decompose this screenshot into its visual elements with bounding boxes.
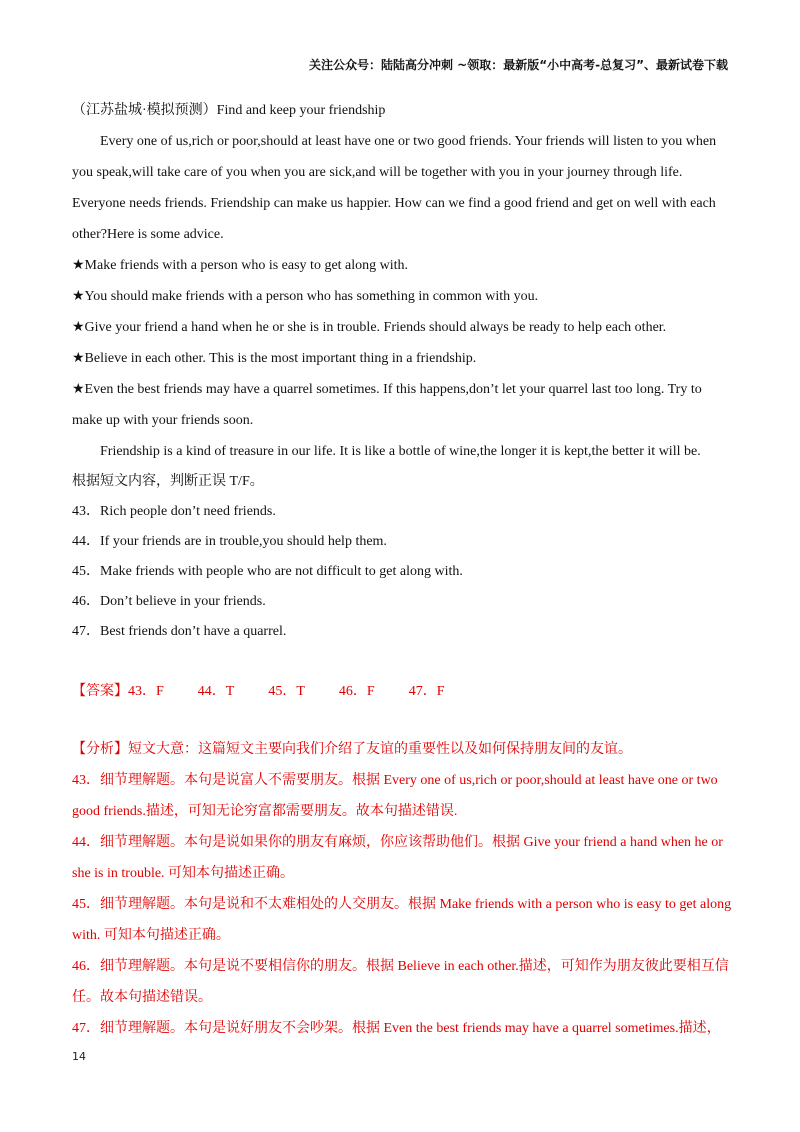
page-header: 关注公众号：陆陆高分冲刺 ~领取：最新版“小中高考-总复习”、最新试卷下载 [309,58,728,72]
question-item: 43．Rich people don’t need friends. [72,504,276,519]
answer-item: 44．T [197,684,235,699]
analysis-summary: 【分析】短文大意：这篇短文主要向我们介绍了友谊的重要性以及如何保持朋友间的友谊。 [72,742,632,757]
passage-source-title: （江苏盐城·模拟预测）Find and keep your friendship [72,103,386,118]
passage-paragraph: Every one of us,rich or poor,should at least have one or two good friends. Your friends will listen to you when you speak,will take care of you when you are sick,and will be together with you in your journey through life. Everyone needs friends. Friendship can make us happier. How can we find a good friend and get on well with each other?Here is some advice. [72,134,717,242]
tip-item: ★Give your friend a hand when he or she is in trouble. Friends should always be ready to help each other. [72,320,667,335]
tip-item: ★Believe in each other. This is the most important thing in a friendship. [72,351,477,366]
tip-item: ★You should make friends with a person who has something in common with you. [72,289,539,304]
question-item: 45．Make friends with people who are not difficult to get along with. [72,564,463,579]
analysis-item: 44．细节理解题。本句是说如果你的朋友有麻烦，你应该帮助他们。根据 Give your friend a hand when he or she is in trouble. 可知本句描述正确。 [72,835,723,881]
analysis-item: 43．细节理解题。本句是说富人不需要朋友。根据 Every one of us,rich or poor,should at least have one or two good friends.描述，可知无论穷富都需要朋友。故本句描述错误. [72,773,718,819]
tip-item: ★Even the best friends may have a quarrel sometimes. If this happens,don’t let your quarrel last too long. Try to make up with your friends soon. [72,382,702,428]
question-item: 47．Best friends don’t have a quarrel. [72,624,287,639]
page-number: 14 [72,1050,86,1063]
document-body [72,96,732,1044]
answer-item: 47．F [408,684,445,699]
answer-item: 45．T [268,684,305,699]
answer-row [72,677,732,707]
question-item: 44．If your friends are in trouble,you should help them. [72,534,387,549]
tip-item: ★Make friends with a person who is easy to get along with. [72,258,409,273]
answer-label: 【答案】 [72,684,128,699]
answer-item: 43．F [128,684,164,699]
answer-item: 46．F [338,684,375,699]
analysis-item: 47．细节理解题。本句是说好朋友不会吵架。根据 Even the best friends may have a quarrel sometimes.描述， [72,1021,721,1036]
question-instruction: 根据短文内容，判断正误 T/F。 [72,474,264,489]
question-item: 46．Don’t believe in your friends. [72,594,266,609]
analysis-item: 46．细节理解题。本句是说不要相信你的朋友。根据 Believe in each other.描述，可知作为朋友彼此要相互信任。故本句描述错误。 [72,959,729,1005]
analysis-item: 45．细节理解题。本句是说和不太难相处的人交朋友。根据 Make friends with a person who is easy to get along with. 可知本句描述正确。 [72,897,732,943]
passage-closing-paragraph: Friendship is a kind of treasure in our life. It is like a bottle of wine,the longer it is kept,the better it will be. [100,444,701,459]
